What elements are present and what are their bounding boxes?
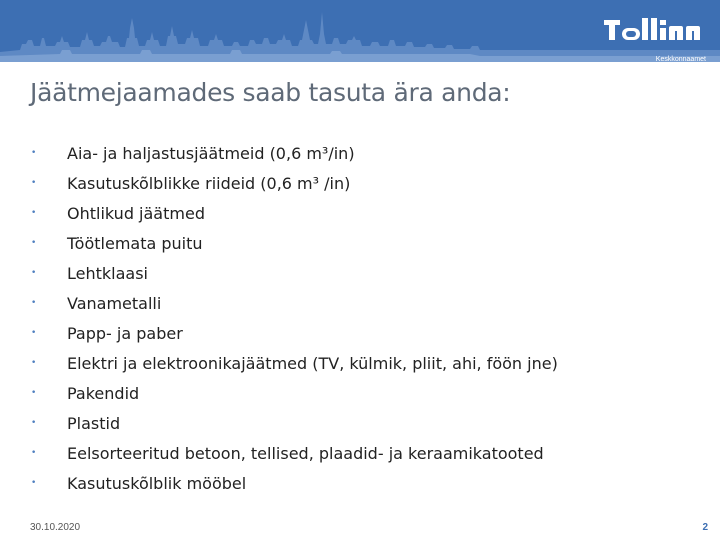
- list-item: [30, 408, 690, 438]
- list-item-text: Ohtlikud jäätmed: [67, 203, 205, 223]
- bullet-icon: •: [31, 148, 37, 158]
- list-item-text: Kasutuskõlblikke riideid (0,6 m³ /in): [67, 173, 351, 193]
- bullet-icon: •: [31, 268, 37, 278]
- tallinn-logo[interactable]: [604, 16, 706, 63]
- bullet-icon: •: [31, 208, 37, 218]
- bullet-icon: •: [31, 448, 37, 458]
- list-item: [30, 348, 690, 378]
- list-item: [30, 228, 690, 258]
- list-item-text: Papp- ja paber: [67, 323, 183, 343]
- bullet-icon: •: [31, 328, 37, 338]
- list-item: [30, 378, 690, 408]
- slide-date: 30.10.2020: [30, 522, 81, 533]
- list-item-text: Eelsorteeritud betoon, tellised, plaadid- ja keraamikatooted: [67, 443, 544, 463]
- page-number: 2: [702, 522, 708, 533]
- list-item: [30, 168, 690, 198]
- bullet-icon: •: [31, 388, 37, 398]
- bullet-icon: •: [31, 418, 37, 428]
- list-item-text: Aia- ja haljastusjäätmeid (0,6 m³/in): [67, 143, 355, 163]
- list-item: [30, 318, 690, 348]
- list-item: [30, 468, 690, 498]
- bullet-icon: •: [31, 358, 37, 368]
- bullet-icon: •: [31, 478, 37, 488]
- header-banner: [0, 0, 720, 62]
- list-item: [30, 138, 690, 168]
- bullet-list: [30, 138, 690, 498]
- bullet-icon: •: [31, 178, 37, 188]
- list-item-text: Elektri ja elektroonikajäätmed (TV, külmik, pliit, ahi, föön jne): [67, 353, 558, 373]
- list-item: [30, 438, 690, 468]
- tallinn-logo-wordmark: [604, 16, 702, 42]
- list-item-text: Plastid: [67, 413, 121, 433]
- slide-title: Jäätmejaamades saab tasuta ära anda:: [30, 78, 511, 107]
- list-item-text: Lehtklaasi: [67, 263, 148, 283]
- list-item: [30, 258, 690, 288]
- bullet-icon: •: [31, 298, 37, 308]
- list-item-text: Töötlemata puitu: [67, 233, 203, 253]
- list-item: [30, 288, 690, 318]
- logo-subtitle: Keskkonnaamet: [655, 56, 706, 63]
- bullet-icon: •: [31, 238, 37, 248]
- list-item: [30, 198, 690, 228]
- list-item-text: Pakendid: [67, 383, 140, 403]
- list-item-text: Vanametalli: [67, 293, 162, 313]
- list-item-text: Kasutuskõlblik mööbel: [67, 473, 247, 493]
